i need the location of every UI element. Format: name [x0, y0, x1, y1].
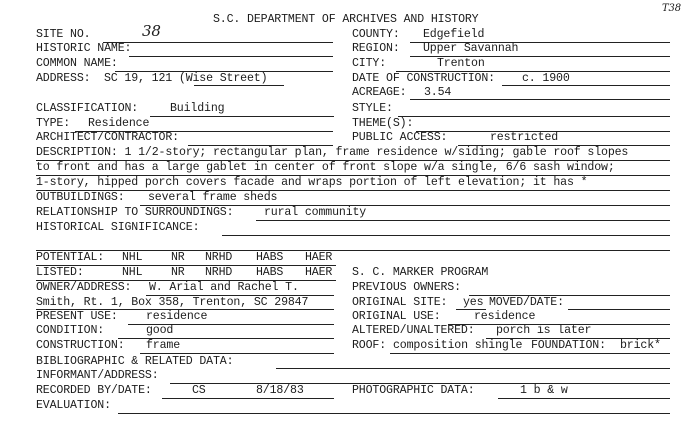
listed-option: NRHD [205, 266, 233, 279]
public-access-value: restricted [490, 131, 559, 144]
owner-label: OWNER/ADDRESS: [36, 281, 132, 294]
rule [398, 116, 670, 117]
classification-label: CLASSIFICATION: [36, 102, 139, 115]
rule [502, 85, 670, 86]
original-use-label: ORIGINAL USE: [352, 310, 441, 323]
acreage-value: 3.54 [424, 86, 452, 99]
owner-line-1: W. Arial and Rachel T. [149, 281, 299, 294]
recorded-date-value: 8/18/83 [256, 384, 304, 397]
rule [222, 235, 670, 236]
rule [129, 56, 333, 57]
condition-value: good [146, 324, 174, 337]
description-line-3: 1-story, hipped porch covers facade and wraps portion of left elevation; it has * [36, 176, 588, 189]
address-value: SC 19, 121 (Wise Street) [104, 72, 268, 85]
construction-label: CONSTRUCTION: [36, 339, 125, 352]
listed-option: NR [171, 266, 185, 279]
original-site-label: ORIGINAL SITE: [352, 296, 448, 309]
region-value: Upper Savannah [423, 42, 519, 55]
potential-label: POTENTIAL: [36, 251, 105, 264]
owner-line-2: Smith, Rt. 1, Box 358, Trenton, SC 29847 [36, 296, 309, 309]
potential-option: NRHD [205, 251, 233, 264]
type-value: Residence [88, 117, 150, 130]
city-value: Trenton [437, 57, 485, 70]
rule [568, 309, 670, 310]
listed-option: HAER [305, 266, 333, 279]
photographic-value: 1 b & w [520, 384, 568, 397]
rule [194, 85, 284, 86]
address-label: ADDRESS: [36, 72, 91, 85]
rule [276, 368, 670, 369]
recorded-by-label: RECORDED BY/DATE: [36, 384, 152, 397]
common-name-label: COMMON NAME: [36, 57, 118, 70]
moved-date-label: MOVED/DATE: [489, 296, 564, 309]
original-site-value: yes [463, 296, 484, 309]
foundation-label: FOUNDATION: [531, 339, 606, 352]
region-label: REGION: [352, 42, 400, 55]
county-label: COUNTY: [352, 28, 400, 41]
listed-option: HABS [256, 266, 284, 279]
present-use-label: PRESENT USE: [36, 310, 118, 323]
previous-owners-label: PREVIOUS OWNERS: [352, 281, 461, 294]
significance-label: HISTORICAL SIGNIFICANCE: [36, 221, 200, 234]
marker-program-label: S. C. MARKER PROGRAM [352, 266, 489, 279]
rule [118, 413, 670, 414]
altered-label: ALTERED/UNALTERED: [352, 324, 475, 337]
acreage-label: ACREAGE: [352, 86, 407, 99]
potential-option: HABS [256, 251, 284, 264]
rule [36, 190, 670, 191]
condition-label: CONDITION: [36, 324, 105, 337]
corner-annotation: T38 [662, 3, 681, 14]
listed-label: LISTED: [36, 266, 84, 279]
foundation-value: brick* [620, 339, 661, 352]
theme-label: THEME(S): [352, 117, 414, 130]
outbuildings-value: several frame sheds [148, 191, 278, 204]
site-no-value: 38 [142, 22, 161, 40]
county-value: Edgefield [423, 28, 485, 41]
description-line-1: DESCRIPTION: 1 1/2-story; rectangular plan, frame residence w/siding; gable roof slopes [36, 146, 629, 159]
evaluation-label: EVALUATION: [36, 399, 111, 412]
roof-label: ROOF: [352, 339, 387, 352]
classification-value: Building [170, 102, 225, 115]
historic-name-label: HISTORIC NAME: [36, 42, 132, 55]
outbuildings-label: OUTBUILDINGS: [36, 191, 125, 204]
rule [150, 116, 334, 117]
description-line-2: to front and has a large gablet in center of front slope w/a single, 6/6 sash window; [36, 161, 615, 174]
surroundings-label: RELATIONSHIP TO SURROUNDINGS: [36, 206, 234, 219]
present-use-value: residence [146, 310, 208, 323]
form-title: S.C. DEPARTMENT OF ARCHIVES AND HISTORY [213, 13, 479, 26]
rule [498, 398, 670, 399]
rule [103, 42, 333, 43]
rule [162, 398, 334, 399]
architect-label: ARCHITECT/CONTRACTOR: [36, 131, 179, 144]
date-value: c. 1900 [522, 72, 570, 85]
site-no-label: SITE NO. [36, 28, 91, 41]
rule [410, 99, 670, 100]
potential-option: NR [171, 251, 185, 264]
potential-option: NHL [122, 251, 143, 264]
roof-value: composition shingle [393, 339, 523, 352]
type-label: TYPE: [36, 117, 71, 130]
original-use-value: residence [474, 310, 536, 323]
public-access-label: PUBLIC ACCESS: [352, 131, 448, 144]
date-label: DATE OF CONSTRUCTION: [352, 72, 495, 85]
city-label: CITY: [352, 57, 387, 70]
rule [390, 353, 670, 354]
informant-label: INFORMANT/ADDRESS: [36, 369, 159, 382]
surroundings-value: rural community [264, 206, 367, 219]
rule [256, 220, 670, 221]
recorded-by-value: CS [192, 384, 206, 397]
altered-value: porch is later [496, 324, 592, 337]
bibliographic-label: BIBLIOGRAPHIC & RELATED DATA: [36, 355, 234, 368]
listed-option: NHL [122, 266, 143, 279]
potential-option: HAER [305, 251, 333, 264]
construction-value: frame [146, 339, 181, 352]
photographic-label: PHOTOGRAPHIC DATA: [352, 384, 475, 397]
rule [140, 353, 334, 354]
style-label: STYLE: [352, 102, 393, 115]
